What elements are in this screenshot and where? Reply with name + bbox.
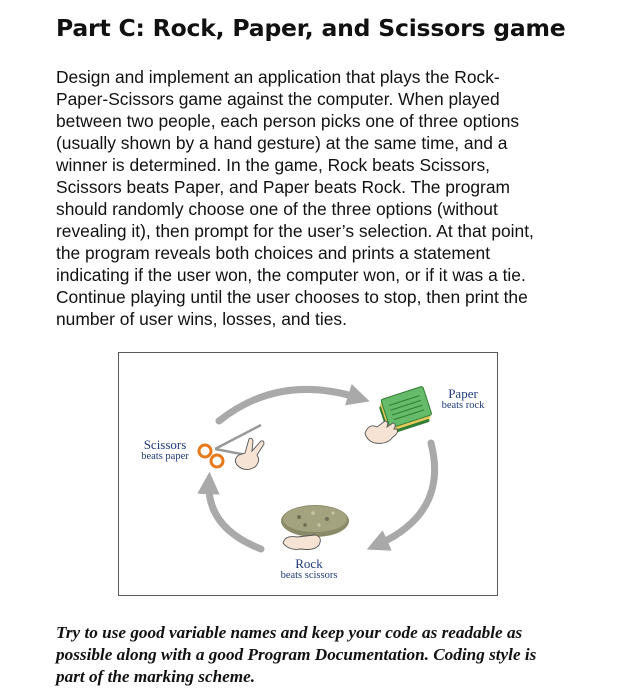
description-line: revealing it), then prompt for the user’s selection. At that point, bbox=[56, 221, 534, 241]
description-line: (usually shown by a hand gesture) at the same time, and a bbox=[56, 133, 508, 153]
rock-label bbox=[267, 557, 351, 582]
description-line: Design and implement an application that plays the Rock- bbox=[56, 67, 500, 87]
note-line: possible along with a good Program Documentation. Coding style is bbox=[56, 645, 537, 664]
assignment-description bbox=[56, 66, 596, 330]
rock-icon bbox=[281, 505, 349, 537]
page-title: Part C: Rock, Paper, and Scissors game bbox=[56, 14, 566, 42]
paper-caption: beats rock bbox=[441, 400, 485, 411]
description-line: Paper-Scissors game against the computer. When played bbox=[56, 89, 500, 109]
note-line: Try to use good variable names and keep your code as readable as bbox=[56, 623, 523, 642]
note-line: part of the marking scheme. bbox=[56, 667, 256, 686]
description-line: Continue playing until the user chooses to stop, then print the bbox=[56, 287, 528, 307]
rock-title: Rock bbox=[295, 556, 323, 571]
scissors-caption: beats paper bbox=[141, 451, 189, 462]
description-line: number of user wins, losses, and ties. bbox=[56, 309, 347, 329]
scissors-title: Scissors bbox=[143, 437, 187, 452]
paper-title: Paper bbox=[448, 386, 478, 401]
description-line: the program reveals both choices and prints a statement bbox=[56, 243, 491, 263]
description-line: should randomly choose one of the three options (without bbox=[56, 199, 498, 219]
rock-caption: beats scissors bbox=[280, 570, 338, 581]
scissors-label bbox=[129, 438, 201, 463]
arrow-rock-to-scissors bbox=[209, 483, 261, 549]
coding-style-note bbox=[56, 622, 616, 688]
rock-paper-scissors-diagram bbox=[118, 352, 498, 596]
description-line: Scissors beats Paper, and Paper beats Rock. The program bbox=[56, 177, 511, 197]
arrow-paper-to-rock bbox=[377, 443, 435, 545]
description-line: between two people, each person picks one of three options bbox=[56, 111, 520, 131]
description-line: indicating if the user won, the computer won, or if it was a tie. bbox=[56, 265, 526, 285]
description-line: winner is determined. In the game, Rock beats Scissors, bbox=[56, 155, 490, 175]
paper-label bbox=[433, 387, 493, 412]
arrow-scissors-to-paper bbox=[219, 389, 359, 421]
fist-icon bbox=[283, 535, 320, 550]
open-hand-icon bbox=[365, 421, 398, 443]
